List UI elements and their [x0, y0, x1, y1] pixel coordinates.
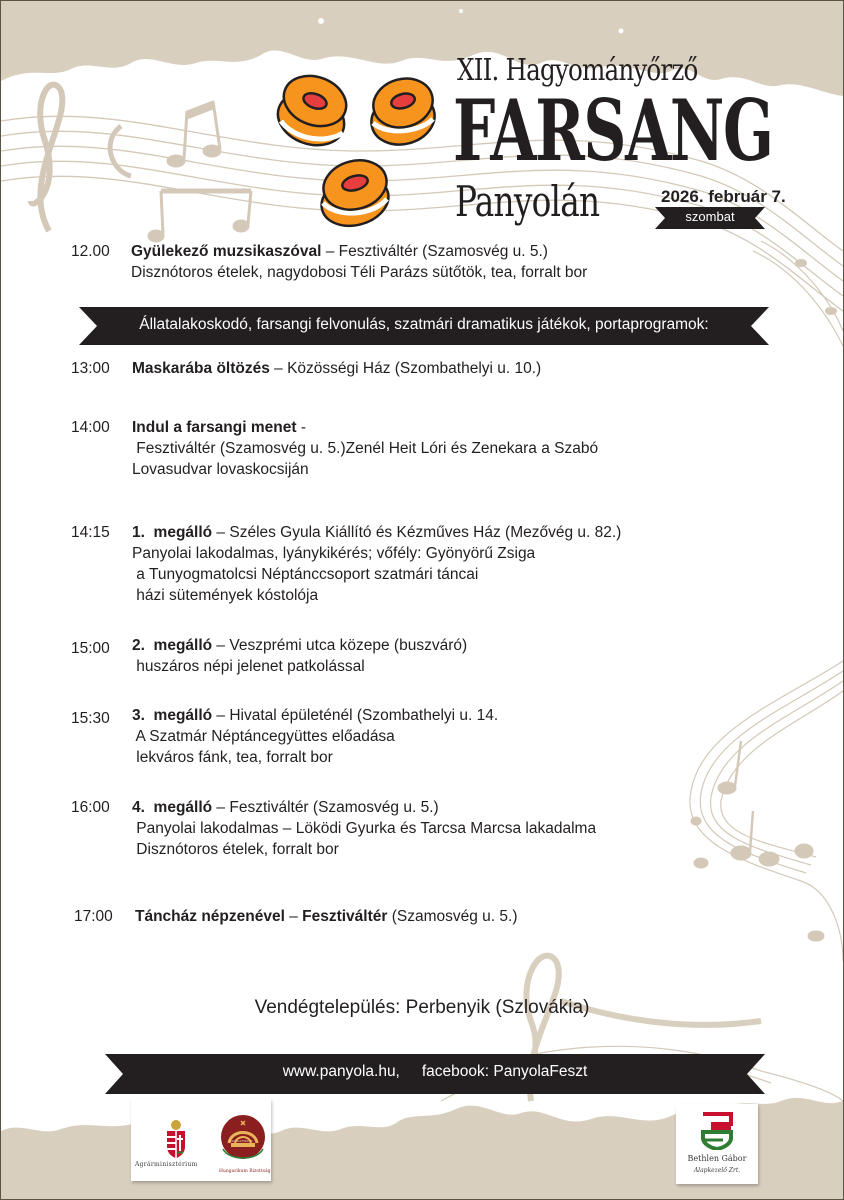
event-title: Maskarába öltözés — [132, 360, 270, 377]
event-date: 2026. február 7. — [661, 187, 786, 206]
event-detail: Lovasudvar lovaskocsiján — [132, 461, 309, 478]
event-time: 16:00 — [71, 799, 110, 816]
event-time: 13:00 — [71, 360, 110, 377]
event-body — [132, 417, 598, 480]
hungarikum-caption: Hungarikum Bizottság — [219, 1169, 271, 1174]
event-title: 1. megálló — [132, 524, 213, 541]
event-body — [132, 635, 467, 677]
donut-1 — [271, 68, 353, 155]
event-detail: A Szatmár Néptáncegyüttes előadása — [132, 728, 395, 745]
event-body — [132, 358, 541, 379]
main-title: FARSANG — [453, 81, 773, 180]
event-location: – Hivatal épületénél (Szombathelyi u. 14. — [212, 707, 499, 724]
facebook-link[interactable]: facebook: PanyolaFeszt — [421, 1063, 588, 1080]
event-location: – Fesztiváltér (Szamosvég u. 5.) — [321, 243, 548, 260]
event-body — [131, 241, 587, 283]
bethlen-subcaption: Alapkezelő Zrt. — [693, 1167, 741, 1174]
event-separator: – — [284, 908, 303, 925]
event-location: – Fesztiváltér (Szamosvég u. 5.) — [212, 799, 439, 816]
bethlen-gabor-shield-icon — [699, 1110, 735, 1150]
footer-links — [105, 1063, 765, 1081]
sponsor-logo-box-left — [131, 1099, 271, 1181]
event-title: 3. megálló — [132, 707, 213, 724]
website-link[interactable]: www.panyola.hu, — [282, 1063, 400, 1080]
weekday: szombat — [685, 209, 735, 224]
guest-village: Vendégtelepülés: Perbenyik (Szlovákia) — [254, 997, 590, 1018]
event-detail: a Tunyogmatolcsi Néptánccsoport szatmári táncai — [132, 566, 479, 583]
event-title: Indul a farsangi menet — [132, 419, 297, 436]
donut-3 — [316, 154, 394, 231]
program-banner-text: Állatalakoskodó, farsangi felvonulás, szatmári dramatikus játékok, portaprogramok: — [139, 316, 709, 333]
donut-illustration — [271, 61, 461, 231]
event-location: - — [296, 419, 306, 436]
bethlen-caption: Bethlen Gábor — [687, 1154, 747, 1163]
event-detail: Disznótoros ételek, forralt bor — [132, 841, 339, 858]
hungarian-coat-of-arms-icon — [165, 1119, 187, 1159]
donut-2 — [366, 72, 441, 151]
place-title: Panyolán — [455, 177, 600, 226]
event-title: Gyülekező muzsikaszóval — [131, 243, 322, 260]
ministry-caption: Agrárminisztérium — [135, 1161, 198, 1168]
event-detail: Panyolai lakodalmas, lyánykikérés; vőfély: Gyönyörű Zsiga — [132, 545, 536, 562]
event-detail: házi sütemények kóstolója — [132, 587, 319, 604]
event-title: Táncház népzenével — [135, 908, 285, 925]
event-title: 4. megálló — [132, 799, 213, 816]
event-location: – Közösségi Ház (Szombathelyi u. 10.) — [269, 360, 542, 377]
event-time: 12.00 — [71, 243, 110, 260]
event-detail: Disznótoros ételek, nagydobosi Téli Parázs sütőtök, tea, forralt bor — [131, 264, 588, 281]
event-body — [135, 906, 518, 927]
event-body — [132, 705, 498, 768]
event-title: 2. megálló — [132, 637, 213, 654]
event-body — [132, 522, 621, 606]
event-location: (Szamosvég u. 5.) — [387, 908, 518, 925]
event-time: 14:15 — [71, 524, 110, 541]
event-detail: Panyolai lakodalmas – Löködi Gyurka és Tarcsa Marcsa lakadalma — [132, 820, 597, 837]
music-notes-top — [31, 85, 251, 242]
hungarikum-inner-caption: HUNGARIKUM — [229, 1139, 253, 1143]
music-staff-right — [690, 661, 843, 961]
event-time: 15:30 — [71, 710, 110, 727]
event-location: – Veszprémi utca közepe (buszváró) — [212, 637, 468, 654]
event-location-bold: Fesztiváltér — [302, 908, 388, 925]
event-location: – Széles Gyula Kiállító és Kézműves Ház (Mezővég u. 82.) — [212, 524, 622, 541]
event-detail: Fesztiváltér (Szamosvég u. 5.)Zenél Heit Lóri és Zenekara a Szabó — [132, 440, 599, 457]
event-time: 14:00 — [71, 419, 110, 436]
event-detail: lekváros fánk, tea, forralt bor — [132, 749, 333, 766]
sponsor-logo-box-right — [676, 1104, 758, 1184]
event-time: 15:00 — [71, 640, 110, 657]
event-detail: huszáros népi jelenet patkolással — [132, 658, 365, 675]
edition-title: XII. Hagyományőrző — [457, 53, 698, 88]
event-body — [132, 797, 596, 860]
event-time: 17:00 — [74, 908, 113, 925]
